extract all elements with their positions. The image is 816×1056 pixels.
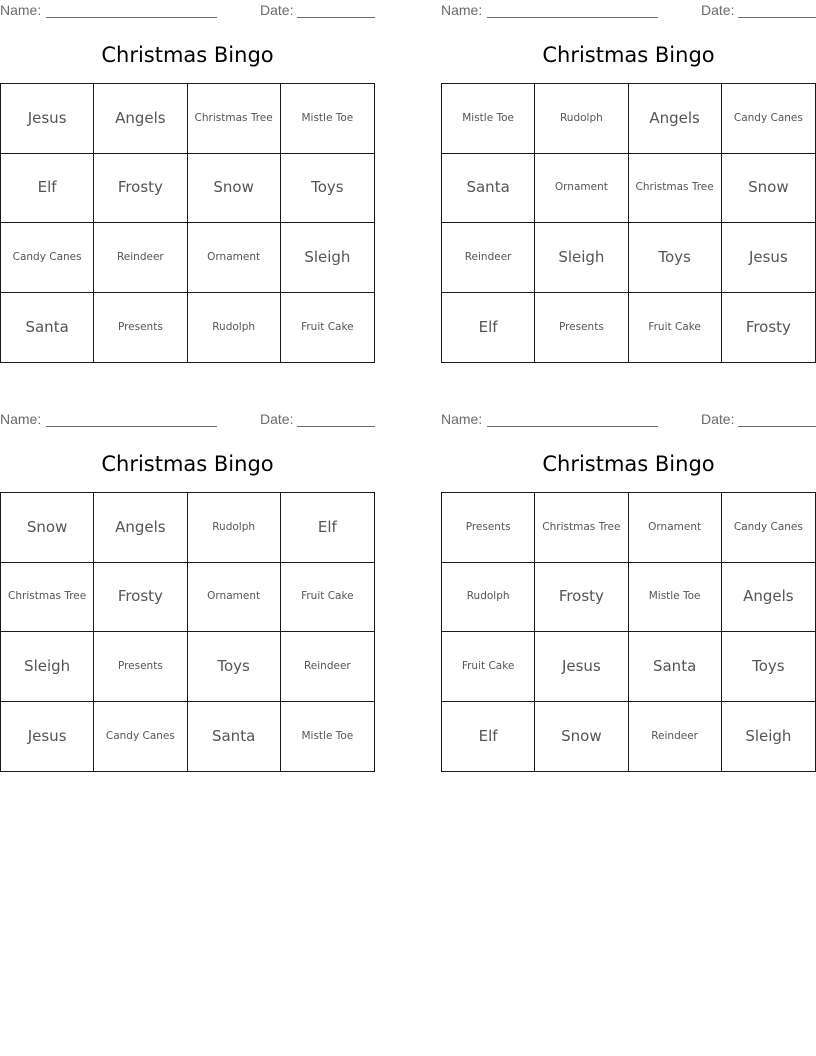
bingo-cell: Frosty — [535, 563, 628, 633]
bingo-cell: Candy Canes — [94, 702, 187, 772]
bingo-cell: Santa — [188, 702, 281, 772]
bingo-card-3 — [0, 409, 375, 774]
bingo-cell: Angels — [94, 493, 187, 563]
card-title: Christmas Bingo — [542, 43, 715, 67]
date-label: Date: — [260, 411, 294, 427]
bingo-cell: Mistle Toe — [301, 729, 354, 742]
bingo-cell: Candy Canes — [1, 223, 94, 293]
bingo-cell: Jesus — [722, 223, 815, 293]
bingo-cell: Ornament — [188, 563, 281, 633]
bingo-grid — [0, 83, 375, 363]
date-blank — [738, 426, 816, 427]
name-date-line — [441, 411, 816, 429]
bingo-cell: Elf — [442, 702, 535, 772]
card-title: Christmas Bingo — [101, 452, 274, 476]
name-date-line — [0, 2, 375, 20]
bingo-cell: Frosty — [94, 154, 187, 224]
name-date-line — [0, 411, 375, 429]
bingo-cell: Rudolph — [188, 293, 281, 363]
bingo-cell: Fruit Cake — [442, 632, 535, 702]
bingo-card-1 — [0, 0, 375, 365]
bingo-cell: Mistle Toe — [281, 84, 374, 154]
bingo-cell: Candy Canes — [722, 493, 815, 563]
bingo-cell: Elf — [442, 293, 535, 363]
bingo-cell: Sleigh — [1, 632, 94, 702]
bingo-cell: Presents — [442, 493, 535, 563]
name-date-line — [441, 2, 816, 20]
bingo-cell: Snow — [535, 702, 628, 772]
bingo-card-4 — [441, 409, 816, 774]
card-title: Christmas Bingo — [101, 43, 274, 67]
bingo-cell: Ornament — [535, 154, 628, 224]
bingo-cell: Santa — [1, 293, 94, 363]
bingo-cell: Angels — [94, 84, 187, 154]
bingo-cell: Mistle Toe — [442, 84, 535, 154]
name-blank — [487, 17, 658, 18]
bingo-cell: Snow — [188, 154, 281, 224]
bingo-cell: Fruit Cake — [281, 563, 374, 633]
bingo-cell: Rudolph — [442, 563, 535, 633]
bingo-cell: Ornament — [629, 493, 722, 563]
name-blank — [46, 426, 217, 427]
name-label: Name: — [441, 411, 483, 427]
bingo-cell: Mistle Toe — [629, 563, 722, 633]
bingo-cell: Toys — [281, 154, 374, 224]
date-blank — [738, 17, 816, 18]
bingo-cell: Jesus — [1, 84, 94, 154]
bingo-cell: Toys — [629, 223, 722, 293]
date-label: Date: — [701, 411, 735, 427]
bingo-cell: Christmas Tree — [629, 154, 722, 224]
bingo-card-2 — [441, 0, 816, 365]
name-blank — [46, 17, 217, 18]
bingo-cell: Toys — [188, 632, 281, 702]
card-title: Christmas Bingo — [542, 452, 715, 476]
bingo-cell: Ornament — [188, 223, 281, 293]
date-blank — [297, 17, 375, 18]
bingo-cell: Toys — [722, 632, 815, 702]
bingo-cell: Christmas Tree — [535, 493, 628, 563]
bingo-cell: Jesus — [1, 702, 94, 772]
date-blank — [297, 426, 375, 427]
bingo-cell: Santa — [629, 632, 722, 702]
bingo-cell: Christmas Tree — [188, 84, 281, 154]
bingo-grid — [441, 83, 816, 363]
name-label: Name: — [0, 2, 42, 18]
bingo-cell: Sleigh — [535, 223, 628, 293]
bingo-cell: Angels — [629, 84, 722, 154]
bingo-grid — [0, 492, 375, 772]
bingo-cell: Rudolph — [535, 84, 628, 154]
bingo-cell: Snow — [1, 493, 94, 563]
bingo-grid — [441, 492, 816, 772]
bingo-cell: Sleigh — [745, 726, 792, 745]
bingo-cell: Santa — [442, 154, 535, 224]
bingo-cell: Snow — [722, 154, 815, 224]
bingo-cell: Presents — [94, 293, 187, 363]
bingo-cell: Elf — [1, 154, 94, 224]
bingo-cell: Fruit Cake — [301, 320, 354, 333]
bingo-cell: Jesus — [535, 632, 628, 702]
bingo-cell: Reindeer — [629, 702, 722, 772]
bingo-cell: Rudolph — [188, 493, 281, 563]
bingo-cell: Presents — [94, 632, 187, 702]
bingo-cell: Frosty — [745, 317, 791, 336]
bingo-cell: Reindeer — [442, 223, 535, 293]
bingo-cell: Christmas Tree — [1, 563, 94, 633]
date-label: Date: — [701, 2, 735, 18]
date-label: Date: — [260, 2, 294, 18]
name-label: Name: — [0, 411, 42, 427]
bingo-cell: Presents — [535, 293, 628, 363]
bingo-cell: Reindeer — [94, 223, 187, 293]
bingo-cell: Reindeer — [281, 632, 374, 702]
bingo-cell: Candy Canes — [722, 84, 815, 154]
bingo-cell: Frosty — [94, 563, 187, 633]
bingo-cell: Elf — [281, 493, 374, 563]
name-label: Name: — [441, 2, 483, 18]
bingo-cell: Fruit Cake — [629, 293, 722, 363]
bingo-cell: Sleigh — [281, 223, 374, 293]
name-blank — [487, 426, 658, 427]
bingo-cell: Angels — [722, 563, 815, 633]
